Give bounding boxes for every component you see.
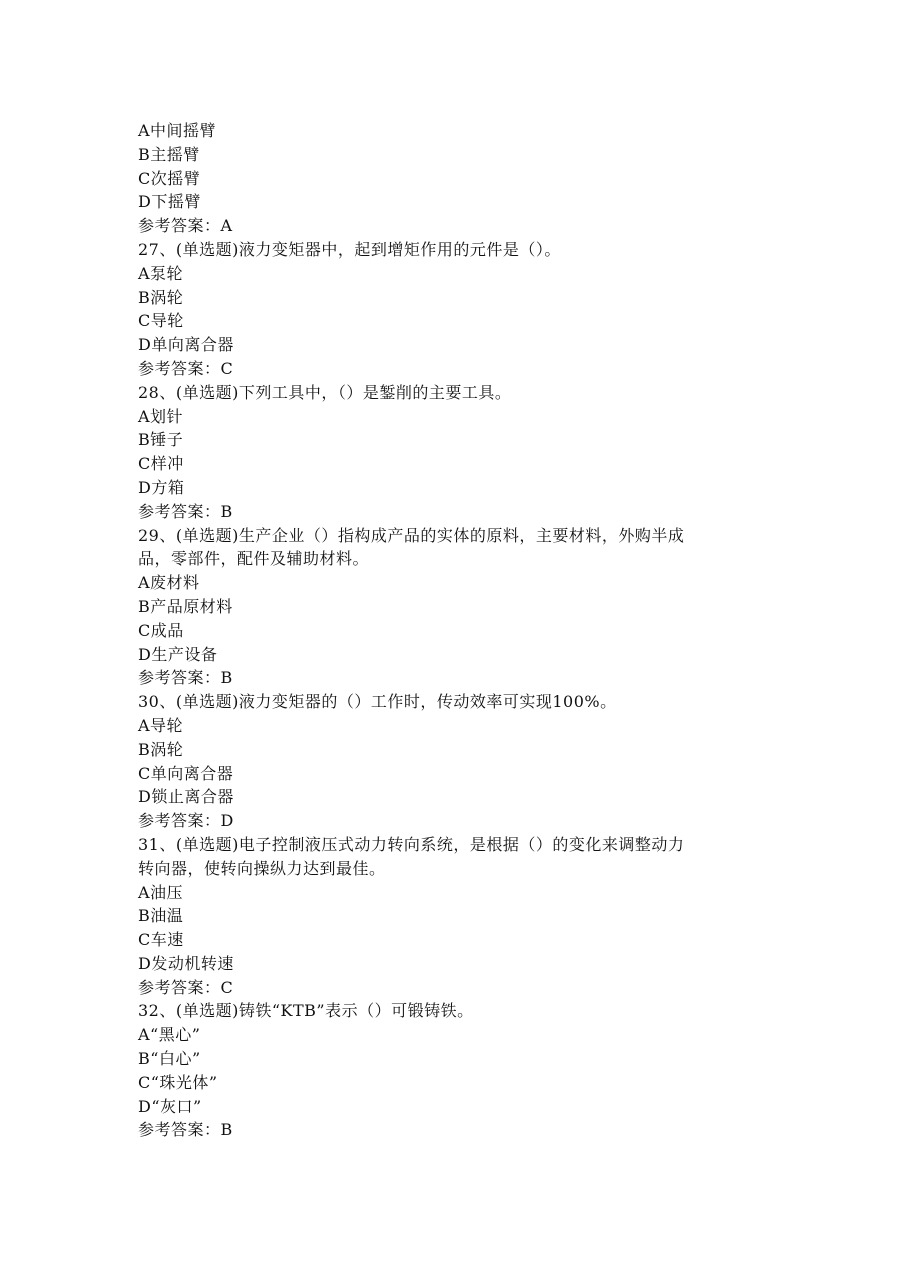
answer: 参考答案：B	[138, 1120, 233, 1140]
option-b: B锤子	[138, 430, 184, 450]
option-d: D单向离合器	[138, 335, 234, 355]
option-d: D锁止离合器	[138, 787, 234, 807]
option-b: B涡轮	[138, 739, 184, 759]
option-a: A导轮	[138, 715, 184, 735]
option-a: A废材料	[138, 573, 200, 593]
answer: 参考答案：C	[138, 358, 234, 378]
option-c: C次摇臂	[138, 168, 201, 188]
answer: 参考答案：D	[138, 811, 234, 831]
option-c: C成品	[138, 620, 184, 640]
question-stem: 27、(单选题)液力变矩器中，起到增矩作用的元件是（）。	[138, 239, 561, 259]
question-stem-line-2: 转向器，使转向操纵力达到最佳。	[138, 858, 386, 878]
document-page	[138, 119, 778, 1142]
question-stem: 28、(单选题)下列工具中，（）是錾削的主要工具。	[138, 382, 512, 402]
option-d: D下摇臂	[138, 192, 201, 212]
option-d: D方箱	[138, 477, 185, 497]
option-c: C车速	[138, 930, 184, 950]
question-stem: 30、(单选题)液力变矩器的（）工作时，传动效率可实现100%。	[138, 692, 617, 712]
option-a: A划针	[138, 406, 184, 426]
option-d: D生产设备	[138, 644, 218, 664]
option-d: D发动机转速	[138, 953, 234, 973]
question-stem: 32、(单选题)铸铁“KTB”表示（）可锻铸铁。	[138, 1001, 474, 1021]
answer: 参考答案：C	[138, 977, 234, 997]
option-a: A“黑心”	[138, 1025, 201, 1045]
option-b: B产品原材料	[138, 596, 233, 616]
option-c: C单向离合器	[138, 763, 234, 783]
option-b: B涡轮	[138, 287, 184, 307]
option-a: A油压	[138, 882, 184, 902]
question-stem-line-1: 31、(单选题)电子控制液压式动力转向系统，是根据（）的变化来调整动力	[138, 834, 685, 854]
option-b: B油温	[138, 906, 184, 926]
option-c: C样冲	[138, 454, 184, 474]
option-b: B主摇臂	[138, 144, 200, 164]
answer: 参考答案：B	[138, 668, 233, 688]
option-a: A中间摇臂	[138, 121, 217, 140]
option-c: C导轮	[138, 311, 184, 331]
question-stem-line-2: 品，零部件，配件及辅助材料。	[138, 549, 370, 569]
question-stem-line-1: 29、(单选题)生产企业（）指构成产品的实体的原料，主要材料，外购半成	[138, 525, 685, 545]
option-c: C“珠光体”	[138, 1072, 218, 1092]
answer: 参考答案：A	[138, 216, 233, 236]
option-b: B“白心”	[138, 1049, 201, 1069]
option-a: A泵轮	[138, 263, 184, 283]
answer: 参考答案：B	[138, 501, 233, 521]
option-d: D“灰口”	[138, 1096, 202, 1116]
